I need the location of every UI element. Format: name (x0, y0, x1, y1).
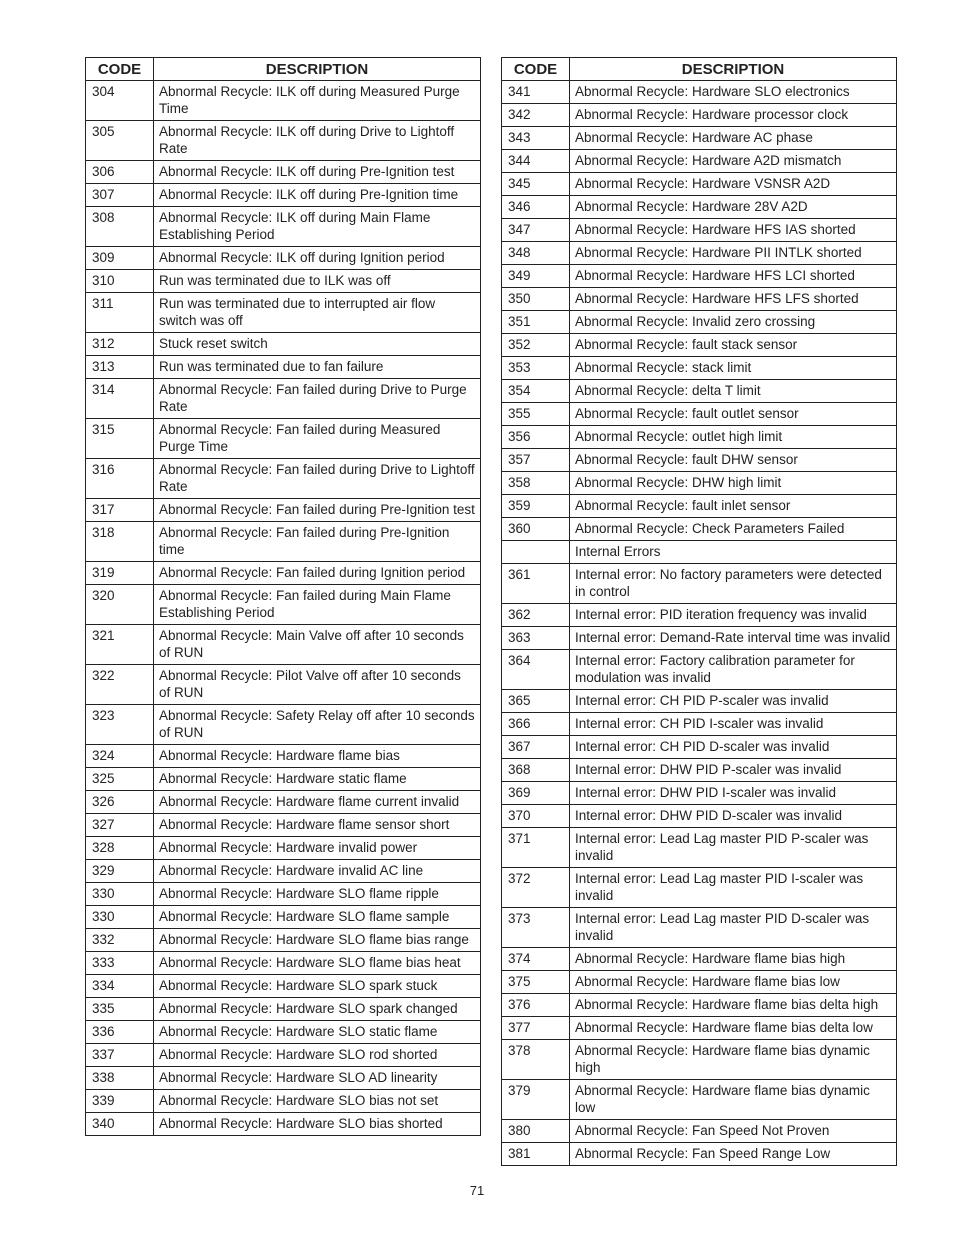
table-row (502, 518, 897, 541)
error-description-cell: Internal Errors (570, 541, 897, 564)
error-description-cell: Abnormal Recycle: Invalid zero crossing (570, 311, 897, 334)
error-description-cell: Abnormal Recycle: Hardware flame bias high (570, 948, 897, 971)
table-row (86, 81, 481, 121)
table-row (502, 805, 897, 828)
error-code-cell: 330 (86, 883, 154, 906)
table-row (86, 975, 481, 998)
table-row (86, 161, 481, 184)
table-row (502, 311, 897, 334)
error-code-cell: 340 (86, 1113, 154, 1136)
error-description-cell: Abnormal Recycle: Hardware SLO static flame (154, 1021, 481, 1044)
table-row (86, 837, 481, 860)
error-code-cell: 349 (502, 265, 570, 288)
error-description-cell: Abnormal Recycle: Hardware flame bias (154, 745, 481, 768)
table-row (86, 745, 481, 768)
table-row (502, 868, 897, 908)
error-description-cell: Abnormal Recycle: Fan failed during Main Flame Establishing Period (154, 585, 481, 625)
table-row (86, 860, 481, 883)
table-row (86, 791, 481, 814)
error-code-cell: 313 (86, 356, 154, 379)
table-row (86, 1021, 481, 1044)
error-code-cell (502, 541, 570, 564)
error-code-table-right (501, 57, 897, 1166)
table-row (86, 1113, 481, 1136)
table-row (502, 127, 897, 150)
code-column-header: CODE (86, 58, 154, 81)
error-code-cell: 369 (502, 782, 570, 805)
error-code-cell: 308 (86, 207, 154, 247)
error-description-cell: Abnormal Recycle: Hardware 28V A2D (570, 196, 897, 219)
table-row (86, 293, 481, 333)
table-row (86, 121, 481, 161)
error-code-cell: 312 (86, 333, 154, 356)
table-row (502, 334, 897, 357)
table-row (86, 562, 481, 585)
error-description-cell: Abnormal Recycle: Hardware SLO bias not set (154, 1090, 481, 1113)
error-description-cell: Abnormal Recycle: Hardware flame bias low (570, 971, 897, 994)
error-description-cell: Abnormal Recycle: fault stack sensor (570, 334, 897, 357)
table-row (502, 81, 897, 104)
error-code-cell: 326 (86, 791, 154, 814)
error-code-cell: 365 (502, 690, 570, 713)
table-row (86, 499, 481, 522)
table-row (502, 908, 897, 948)
table-row (502, 713, 897, 736)
error-description-cell: Abnormal Recycle: Main Valve off after 10 seconds of RUN (154, 625, 481, 665)
error-description-cell: Abnormal Recycle: Hardware PII INTLK shorted (570, 242, 897, 265)
table-row (86, 705, 481, 745)
error-description-cell: Internal error: DHW PID D-scaler was invalid (570, 805, 897, 828)
error-description-cell: Abnormal Recycle: fault inlet sensor (570, 495, 897, 518)
error-description-cell: Abnormal Recycle: ILK off during Main Flame Establishing Period (154, 207, 481, 247)
code-column-header: CODE (502, 58, 570, 81)
table-row (502, 219, 897, 242)
error-code-cell: 345 (502, 173, 570, 196)
table-row (502, 495, 897, 518)
error-description-cell: Abnormal Recycle: Fan failed during Drive to Purge Rate (154, 379, 481, 419)
error-code-cell: 335 (86, 998, 154, 1021)
error-description-cell: Abnormal Recycle: Check Parameters Failed (570, 518, 897, 541)
error-code-cell: 376 (502, 994, 570, 1017)
table-row (502, 1040, 897, 1080)
table-row (86, 998, 481, 1021)
error-code-cell: 316 (86, 459, 154, 499)
table-row (502, 265, 897, 288)
error-description-cell: Abnormal Recycle: Hardware VSNSR A2D (570, 173, 897, 196)
table-row (502, 971, 897, 994)
error-code-cell: 360 (502, 518, 570, 541)
table-row (86, 356, 481, 379)
table-row (502, 994, 897, 1017)
error-code-cell: 307 (86, 184, 154, 207)
table-row (86, 585, 481, 625)
error-description-cell: Abnormal Recycle: Hardware SLO flame bias range (154, 929, 481, 952)
error-description-cell: Internal error: CH PID I-scaler was invalid (570, 713, 897, 736)
error-description-cell: Abnormal Recycle: Hardware A2D mismatch (570, 150, 897, 173)
error-description-cell: Abnormal Recycle: Hardware SLO rod shorted (154, 1044, 481, 1067)
description-column-header: DESCRIPTION (154, 58, 481, 81)
error-code-cell: 329 (86, 860, 154, 883)
table-row (502, 150, 897, 173)
error-code-cell: 314 (86, 379, 154, 419)
error-code-cell: 355 (502, 403, 570, 426)
error-description-cell: Abnormal Recycle: Hardware flame sensor short (154, 814, 481, 837)
error-description-cell: Abnormal Recycle: Hardware SLO AD linearity (154, 1067, 481, 1090)
error-description-cell: Stuck reset switch (154, 333, 481, 356)
error-code-cell: 333 (86, 952, 154, 975)
error-code-cell: 371 (502, 828, 570, 868)
table-row (502, 1120, 897, 1143)
error-description-cell: Abnormal Recycle: Pilot Valve off after 10 seconds of RUN (154, 665, 481, 705)
error-description-cell: Abnormal Recycle: ILK off during Pre-Ignition time (154, 184, 481, 207)
error-code-cell: 348 (502, 242, 570, 265)
error-code-cell: 327 (86, 814, 154, 837)
error-code-cell: 315 (86, 419, 154, 459)
table-row (502, 650, 897, 690)
error-code-cell: 354 (502, 380, 570, 403)
error-description-cell: Abnormal Recycle: ILK off during Measured Purge Time (154, 81, 481, 121)
table-row (502, 104, 897, 127)
error-description-cell: Abnormal Recycle: ILK off during Ignition period (154, 247, 481, 270)
error-description-cell: Internal error: Lead Lag master PID D-scaler was invalid (570, 908, 897, 948)
error-description-cell: Run was terminated due to fan failure (154, 356, 481, 379)
error-code-cell: 367 (502, 736, 570, 759)
error-code-cell: 358 (502, 472, 570, 495)
error-description-cell: Abnormal Recycle: Hardware AC phase (570, 127, 897, 150)
error-description-cell: Abnormal Recycle: DHW high limit (570, 472, 897, 495)
error-description-cell: Internal error: CH PID P-scaler was invalid (570, 690, 897, 713)
error-code-cell: 363 (502, 627, 570, 650)
table-row (86, 270, 481, 293)
error-code-cell: 332 (86, 929, 154, 952)
error-description-cell: Abnormal Recycle: Fan failed during Measured Purge Time (154, 419, 481, 459)
error-description-cell: Abnormal Recycle: Fan failed during Pre-Ignition test (154, 499, 481, 522)
table-row (86, 883, 481, 906)
table-row (86, 459, 481, 499)
error-description-cell: Abnormal Recycle: Safety Relay off after 10 seconds of RUN (154, 705, 481, 745)
error-description-cell: Abnormal Recycle: Hardware SLO electronics (570, 81, 897, 104)
error-description-cell: Abnormal Recycle: Hardware SLO spark stuck (154, 975, 481, 998)
error-code-cell: 334 (86, 975, 154, 998)
table-row (502, 604, 897, 627)
error-code-cell: 322 (86, 665, 154, 705)
table-row (86, 247, 481, 270)
error-code-cell: 344 (502, 150, 570, 173)
error-description-cell: Internal error: DHW PID I-scaler was invalid (570, 782, 897, 805)
error-description-cell: Abnormal Recycle: Hardware SLO flame ripple (154, 883, 481, 906)
table-row (502, 782, 897, 805)
error-description-cell: Abnormal Recycle: Fan failed during Drive to Lightoff Rate (154, 459, 481, 499)
error-description-cell: Abnormal Recycle: Hardware invalid power (154, 837, 481, 860)
table-row (502, 627, 897, 650)
error-description-cell: Abnormal Recycle: Hardware HFS IAS shorted (570, 219, 897, 242)
table-row (502, 288, 897, 311)
table-row (502, 564, 897, 604)
error-code-cell: 339 (86, 1090, 154, 1113)
table-row (502, 541, 897, 564)
table-row (502, 948, 897, 971)
error-description-cell: Abnormal Recycle: Hardware SLO bias shorted (154, 1113, 481, 1136)
error-description-cell: Abnormal Recycle: Hardware HFS LFS shorted (570, 288, 897, 311)
error-description-cell: Abnormal Recycle: outlet high limit (570, 426, 897, 449)
error-description-cell: Abnormal Recycle: Hardware processor clock (570, 104, 897, 127)
error-description-cell: Internal error: Factory calibration parameter for modulation was invalid (570, 650, 897, 690)
table-row (86, 379, 481, 419)
error-description-cell: Abnormal Recycle: Hardware invalid AC line (154, 860, 481, 883)
error-code-cell: 374 (502, 948, 570, 971)
error-code-cell: 328 (86, 837, 154, 860)
error-code-cell: 347 (502, 219, 570, 242)
table-body-right (502, 81, 897, 1166)
error-code-cell: 362 (502, 604, 570, 627)
error-description-cell: Internal error: Lead Lag master PID P-scaler was invalid (570, 828, 897, 868)
error-code-cell: 324 (86, 745, 154, 768)
error-code-cell: 305 (86, 121, 154, 161)
table-row (502, 173, 897, 196)
error-code-cell: 337 (86, 1044, 154, 1067)
table-row (86, 184, 481, 207)
table-body-left (86, 81, 481, 1136)
error-code-cell: 343 (502, 127, 570, 150)
error-description-cell: Abnormal Recycle: Fan Speed Not Proven (570, 1120, 897, 1143)
error-code-cell: 373 (502, 908, 570, 948)
table-row (502, 1080, 897, 1120)
error-code-cell: 368 (502, 759, 570, 782)
table-row (502, 690, 897, 713)
error-code-cell: 375 (502, 971, 570, 994)
error-description-cell: Abnormal Recycle: Hardware flame bias dynamic low (570, 1080, 897, 1120)
error-code-cell: 306 (86, 161, 154, 184)
error-code-cell: 330 (86, 906, 154, 929)
error-code-cell: 356 (502, 426, 570, 449)
error-description-cell: Abnormal Recycle: stack limit (570, 357, 897, 380)
error-description-cell: Internal error: CH PID D-scaler was invalid (570, 736, 897, 759)
error-description-cell: Abnormal Recycle: Fan failed during Ignition period (154, 562, 481, 585)
error-code-cell: 380 (502, 1120, 570, 1143)
error-code-cell: 321 (86, 625, 154, 665)
error-code-cell: 317 (86, 499, 154, 522)
table-row (502, 403, 897, 426)
error-code-cell: 378 (502, 1040, 570, 1080)
table-row (86, 952, 481, 975)
error-description-cell: Abnormal Recycle: Hardware SLO spark changed (154, 998, 481, 1021)
error-code-table-left (85, 57, 481, 1136)
error-code-cell: 325 (86, 768, 154, 791)
table-row (502, 472, 897, 495)
error-code-cell: 361 (502, 564, 570, 604)
error-code-cell: 357 (502, 449, 570, 472)
error-description-cell: Internal error: DHW PID P-scaler was invalid (570, 759, 897, 782)
table-row (502, 759, 897, 782)
error-code-cell: 310 (86, 270, 154, 293)
error-description-cell: Run was terminated due to ILK was off (154, 270, 481, 293)
table-row (86, 625, 481, 665)
error-description-cell: Abnormal Recycle: Hardware HFS LCI shorted (570, 265, 897, 288)
table-row (502, 1017, 897, 1040)
error-code-cell: 353 (502, 357, 570, 380)
error-description-cell: Abnormal Recycle: Fan Speed Range Low (570, 1143, 897, 1166)
error-description-cell: Internal error: Lead Lag master PID I-scaler was invalid (570, 868, 897, 908)
table-row (502, 242, 897, 265)
table-row (86, 929, 481, 952)
table-row (86, 814, 481, 837)
error-code-cell: 366 (502, 713, 570, 736)
error-code-cell: 319 (86, 562, 154, 585)
table-row (502, 380, 897, 403)
error-code-cell: 338 (86, 1067, 154, 1090)
table-row (502, 828, 897, 868)
error-code-cell: 311 (86, 293, 154, 333)
error-code-cell: 379 (502, 1080, 570, 1120)
error-code-cell: 372 (502, 868, 570, 908)
error-description-cell: Abnormal Recycle: Hardware flame bias delta low (570, 1017, 897, 1040)
error-code-cell: 377 (502, 1017, 570, 1040)
error-description-cell: Internal error: Demand-Rate interval time was invalid (570, 627, 897, 650)
error-code-cell: 309 (86, 247, 154, 270)
error-description-cell: Internal error: No factory parameters were detected in control (570, 564, 897, 604)
error-code-cell: 336 (86, 1021, 154, 1044)
table-row (86, 522, 481, 562)
error-code-cell: 359 (502, 495, 570, 518)
error-code-cell: 341 (502, 81, 570, 104)
error-code-cell: 346 (502, 196, 570, 219)
table-row (502, 357, 897, 380)
table-row (502, 426, 897, 449)
table-row (502, 736, 897, 759)
table-row (86, 207, 481, 247)
table-row (86, 419, 481, 459)
error-description-cell: Abnormal Recycle: ILK off during Drive to Lightoff Rate (154, 121, 481, 161)
error-code-cell: 304 (86, 81, 154, 121)
error-code-cell: 342 (502, 104, 570, 127)
error-description-cell: Abnormal Recycle: Hardware flame current invalid (154, 791, 481, 814)
table-row (86, 768, 481, 791)
error-description-cell: Abnormal Recycle: Hardware SLO flame bias heat (154, 952, 481, 975)
error-code-cell: 370 (502, 805, 570, 828)
error-description-cell: Abnormal Recycle: delta T limit (570, 380, 897, 403)
table-row (86, 1090, 481, 1113)
error-description-cell: Internal error: PID iteration frequency was invalid (570, 604, 897, 627)
error-description-cell: Abnormal Recycle: ILK off during Pre-Ignition test (154, 161, 481, 184)
error-description-cell: Run was terminated due to interrupted air flow switch was off (154, 293, 481, 333)
error-code-cell: 351 (502, 311, 570, 334)
table-header-row (502, 58, 897, 81)
page-number: 71 (469, 1183, 485, 1198)
error-code-cell: 364 (502, 650, 570, 690)
error-code-cell: 350 (502, 288, 570, 311)
table-row (502, 196, 897, 219)
error-description-cell: Abnormal Recycle: fault outlet sensor (570, 403, 897, 426)
table-row (86, 906, 481, 929)
error-description-cell: Abnormal Recycle: Fan failed during Pre-Ignition time (154, 522, 481, 562)
error-code-cell: 381 (502, 1143, 570, 1166)
table-row (86, 1044, 481, 1067)
table-row (86, 333, 481, 356)
error-code-cell: 352 (502, 334, 570, 357)
error-description-cell: Abnormal Recycle: Hardware static flame (154, 768, 481, 791)
error-description-cell: Abnormal Recycle: Hardware flame bias dynamic high (570, 1040, 897, 1080)
error-description-cell: Abnormal Recycle: fault DHW sensor (570, 449, 897, 472)
error-description-cell: Abnormal Recycle: Hardware SLO flame sample (154, 906, 481, 929)
error-code-cell: 318 (86, 522, 154, 562)
table-row (502, 449, 897, 472)
table-row (502, 1143, 897, 1166)
table-row (86, 665, 481, 705)
error-code-cell: 320 (86, 585, 154, 625)
error-code-cell: 323 (86, 705, 154, 745)
error-description-cell: Abnormal Recycle: Hardware flame bias delta high (570, 994, 897, 1017)
description-column-header: DESCRIPTION (570, 58, 897, 81)
table-header-row (86, 58, 481, 81)
table-row (86, 1067, 481, 1090)
